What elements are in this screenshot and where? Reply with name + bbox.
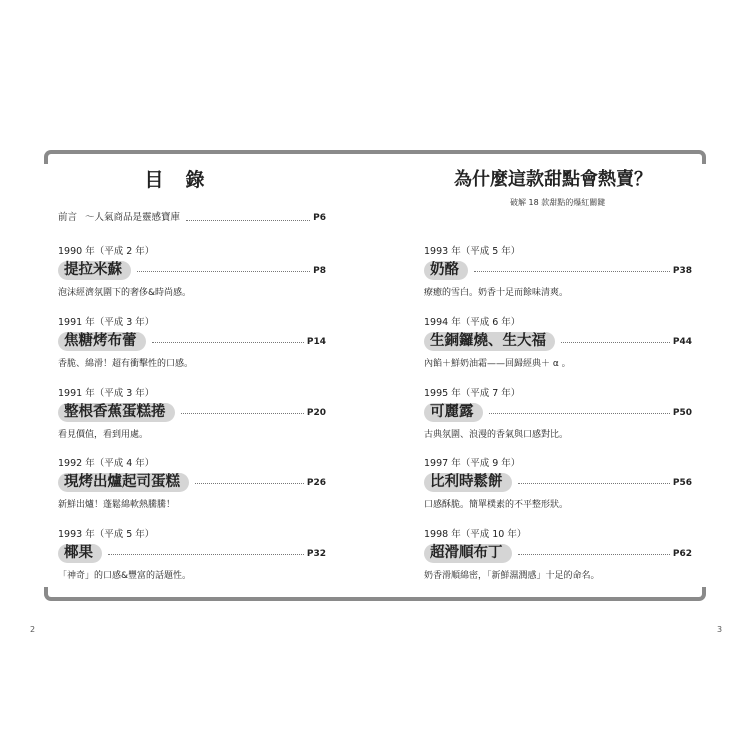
page-number-right: 3 — [717, 625, 723, 634]
entry-desc: 奶香滑順綿密，「新鮮濕潤感」十足的命名。 — [424, 571, 600, 581]
toc-heading: 目錄 — [144, 169, 227, 191]
entry-year: 1991 年（平成 3 年） — [58, 317, 155, 328]
entry-year: 1993 年（平成 5 年） — [58, 529, 155, 540]
frame-top-border — [44, 150, 706, 164]
entry-desc: 內餡＋鮮奶油霜——回歸經典＋ α 。 — [424, 359, 571, 369]
leader-dots — [474, 271, 670, 272]
toc-entry[interactable] — [58, 457, 326, 510]
leader-dots — [108, 554, 304, 555]
entry-page: P20 — [306, 407, 326, 418]
entry-page: P50 — [672, 407, 692, 418]
entry-title: 提拉米蘇 — [58, 261, 131, 280]
leader-dots — [518, 554, 670, 555]
toc-entry[interactable] — [58, 245, 326, 298]
entry-page: P62 — [672, 548, 692, 559]
page-number-left: 2 — [30, 625, 36, 634]
entry-year: 1995 年（平成 7 年） — [424, 388, 521, 399]
entry-title: 生銅鑼燒、生大福 — [424, 332, 555, 351]
entry-desc: 療癒的雪白。奶香十足而餘味清爽。 — [424, 288, 569, 298]
entry-title: 整根香蕉蛋糕捲 — [58, 403, 175, 422]
preface-label: 前言 — [58, 212, 78, 223]
preface-title: ～人氣商品是靈感寶庫 — [85, 212, 181, 223]
toc-entry[interactable] — [424, 316, 692, 369]
leader-dots — [137, 271, 310, 272]
entry-title: 椰果 — [58, 544, 102, 563]
entry-page: P14 — [306, 336, 326, 347]
entry-page: P38 — [672, 265, 692, 276]
toc-entry[interactable] — [424, 245, 692, 298]
entry-page: P26 — [306, 477, 326, 488]
toc-entry[interactable] — [58, 387, 326, 440]
entry-desc: 古典氛圍、浪漫的香氣與口感對比。 — [424, 430, 569, 440]
preface-page: P6 — [313, 213, 326, 223]
entry-page: P44 — [672, 336, 692, 347]
entry-desc: 泡沫經濟氛圍下的奢侈&時尚感。 — [58, 288, 192, 298]
entry-year: 1997 年（平成 9 年） — [424, 458, 521, 469]
entry-year: 1992 年（平成 4 年） — [58, 458, 155, 469]
leader-dots — [489, 413, 670, 414]
toc-entry[interactable] — [58, 528, 326, 581]
entry-year: 1994 年（平成 6 年） — [424, 317, 521, 328]
entry-desc: 新鮮出爐！蓬鬆綿軟熱騰騰！ — [58, 500, 176, 510]
entry-page: P32 — [306, 548, 326, 559]
preface-entry[interactable] — [58, 209, 326, 223]
leader-dots — [186, 220, 310, 221]
entry-page: P8 — [313, 265, 326, 276]
entry-title: 現烤出爐起司蛋糕 — [58, 473, 189, 492]
leader-dots — [561, 342, 670, 343]
leader-dots — [518, 483, 670, 484]
entry-title: 奶酪 — [424, 261, 468, 280]
entry-title: 焦糖烤布蕾 — [58, 332, 146, 351]
entry-title: 超滑順布丁 — [424, 544, 512, 563]
toc-entry[interactable] — [424, 387, 692, 440]
frame-bottom-border — [44, 587, 706, 601]
entry-desc: 「神奇」的口感&豐富的話題性。 — [58, 571, 192, 581]
entry-year: 1991 年（平成 3 年） — [58, 388, 155, 399]
section-subheading: 破解 18 款甜點的爆紅關鍵 — [510, 198, 606, 207]
leader-dots — [152, 342, 304, 343]
entry-desc: 口感酥脆。簡單樸素的不平整形狀。 — [424, 500, 569, 510]
toc-entry[interactable] — [424, 528, 692, 581]
entry-desc: 看見價值，看到用處。 — [58, 430, 149, 440]
toc-entry[interactable] — [424, 457, 692, 510]
section-heading: 為什麼這款甜點會熱賣？ — [454, 169, 652, 190]
entry-year: 1998 年（平成 10 年） — [424, 529, 527, 540]
entry-year: 1993 年（平成 5 年） — [424, 246, 521, 257]
toc-entry[interactable] — [58, 316, 326, 369]
leader-dots — [195, 483, 304, 484]
entry-title: 比利時鬆餅 — [424, 473, 512, 492]
entry-title: 可麗露 — [424, 403, 483, 422]
entry-year: 1990 年（平成 2 年） — [58, 246, 155, 257]
leader-dots — [181, 413, 304, 414]
entry-page: P56 — [672, 477, 692, 488]
entry-desc: 香脆、綿滑！超有衝擊性的口感。 — [58, 359, 194, 369]
